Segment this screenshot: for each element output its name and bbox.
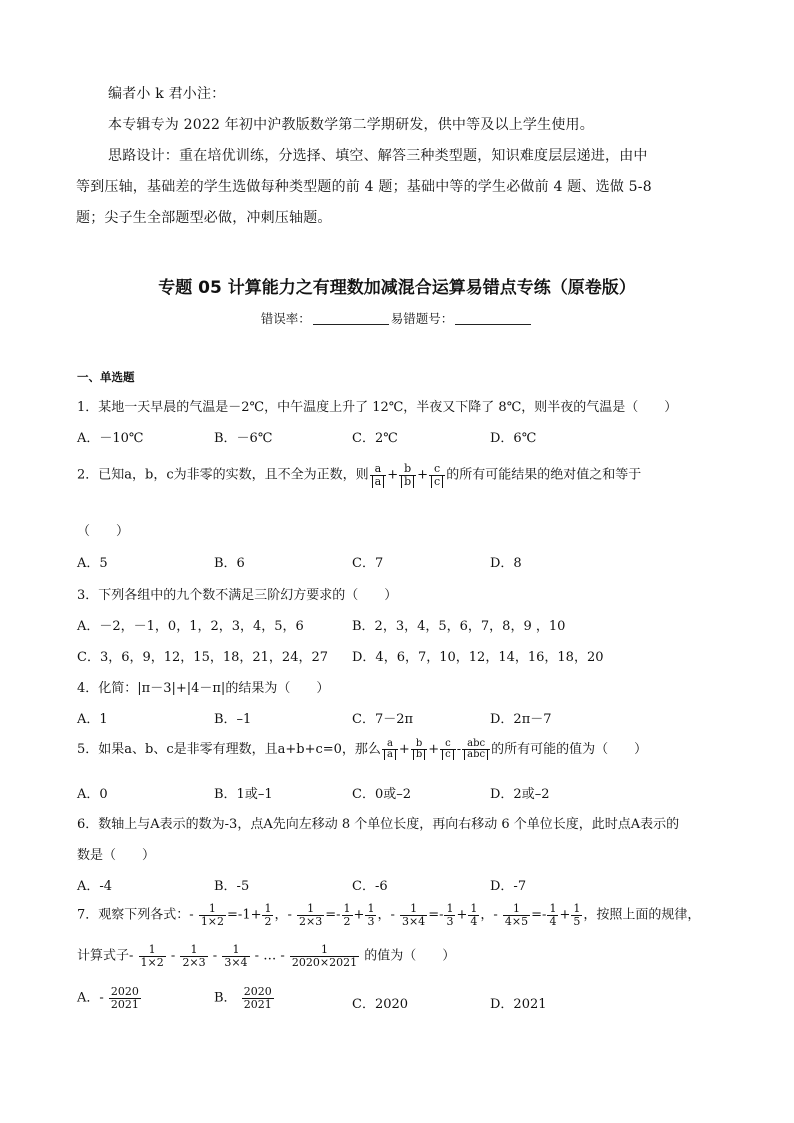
q1-option-d: D．6℃: [490, 431, 537, 446]
error-items-blank: [455, 312, 531, 325]
q7-option-a-fraction: [109, 986, 141, 1010]
q7-expr-term-1: $\frac{1}{1\times 2}$: [140, 943, 164, 969]
q7-term-2: $\frac{1}{2\times 3}$: [299, 902, 323, 928]
intro-line-4: 等到压轴，基础差的学生选做每种类型题的前 4 题；基础中等的学生必做前 4 题、选做 5-8: [76, 179, 652, 195]
error-items-label: 易错题号：: [390, 311, 454, 326]
q7-term-4-a: $\frac{1}{4}$: [549, 902, 557, 928]
q7-term-1: $\frac{1}{1\times 2}$: [200, 902, 225, 928]
q1-option-b: B．－6℃: [214, 431, 273, 446]
q7-expr-term-3: $\frac{1}{3\times 4}$: [224, 943, 248, 969]
q7-term-3-b: $\frac{1}{4}$: [470, 902, 478, 928]
q7-term-4: $\frac{1}{4\times 5}$: [504, 902, 529, 928]
q7-option-a: [77, 986, 142, 1010]
question-6-line-2: 数是（ ）: [77, 848, 156, 863]
q5-fraction-a: $\frac{a}{a}$: [382, 739, 398, 761]
q7-option-b: [214, 986, 275, 1010]
q5-fraction-c: $\frac{c}{c}$: [440, 739, 456, 761]
q2-option-a: A．5: [77, 556, 108, 571]
q5-lead: 5．如果a、b、c是非零有理数，且a+b+c=0，那么: [77, 742, 381, 757]
q7-option-d: D．2021: [490, 997, 547, 1012]
question-7-line-2: 计算式子- $\frac{1}{1\times 2}$ - $\frac{1}{2\times 3}$ - $\frac{1}{3\times 4}$ - … - $\frac{1}{2020\times 2021}$ 的值为（ ）: [77, 943, 456, 969]
q2-fraction-c: $\frac{c}{c}$: [429, 463, 445, 487]
error-rate-label: 错误率：: [260, 311, 311, 326]
q7-option-b-num: 2020: [243, 985, 272, 998]
q7-tail: ，按照上面的规律，: [583, 907, 701, 923]
q7-term-3: $\frac{1}{3\times 4}$: [401, 902, 426, 928]
question-7-line-1: 7．观察下列各式：- $\frac{1}{1\times 2}$ =-1+ $\frac{1}{2}$ ，- $\frac{1}{2\times 3}$ =- $\frac{1}{2}$ + $\frac{1}{3}$ ，- $\frac{1}{3\times 4}$ =- $\frac{1}{3}$ + $\frac{1}{4}$ ，- $\frac{1}{4\times 5}$ =- $\frac{1}{4}$ + $\frac{1}{5}$ ，按照上面的规律，: [77, 902, 701, 928]
q4-option-b: B．–1: [214, 712, 252, 727]
question-3: 3．下列各组中的九个数不满足三阶幻方要求的（ ）: [77, 588, 398, 603]
question-1: 1．某地一天早晨的气温是－2℃，中午温度上升了 12℃，半夜又下降了 8℃，则半夜的气温是（ ）: [77, 400, 678, 415]
q2-tail: 的所有可能结果的绝对值之和等于: [446, 467, 642, 483]
q6-option-a: A．-4: [77, 879, 113, 894]
q4-option-d: D．2π－7: [490, 712, 552, 727]
q2-option-b: B．6: [214, 556, 245, 571]
q7-term-2-a: $\frac{1}{2}$: [343, 902, 351, 928]
question-2: 2．已知a，b，c为非零的实数，且不全为正数，则 $\frac{a}{a}$ + $\frac{b}{b}$ + $\frac{c}{c}$ 的所有可能结果的绝对值之和等于: [77, 462, 642, 488]
q7-term-4-b: $\frac{1}{5}$: [573, 902, 581, 928]
q5-option-d: D．2或–2: [490, 787, 550, 802]
q5-option-c: C．0或–2: [352, 787, 411, 802]
q2-fraction-b: $\frac{b}{b}$: [399, 463, 416, 487]
q7-option-b-label: B．: [214, 990, 237, 1006]
q7-expr-term-2: $\frac{1}{2\times 3}$: [182, 943, 206, 969]
q7-lead: 7．观察下列各式：: [77, 907, 190, 923]
q2-lead: 2．已知a，b，c为非零的实数，且不全为正数，则: [77, 467, 369, 483]
q5-option-b: B．1或–1: [214, 787, 273, 802]
error-rate-blank: [313, 312, 389, 325]
q7-option-a-den: 2021: [110, 997, 139, 1011]
q7-option-c: C．2020: [352, 997, 409, 1012]
q4-option-a: A．1: [77, 712, 108, 727]
q1-option-a: A．－10℃: [77, 431, 144, 446]
q2-option-d: D．8: [490, 556, 522, 571]
q4-option-c: C．7－2π: [352, 712, 414, 727]
q6-option-b: B．-5: [214, 879, 250, 894]
q1-option-c: C．2℃: [352, 431, 398, 446]
q2-fraction-a: $\frac{a}{a}$: [370, 463, 387, 487]
q7-option-a-num: 2020: [110, 985, 139, 998]
q7-line2-tail: 的值为（ ）: [364, 948, 456, 964]
intro-line-5: 题；尖子生全部题型必做，冲刺压轴题。: [76, 210, 332, 226]
q5-fraction-abc: $\frac{\text{abc}}{\text{abc}}$: [462, 739, 490, 761]
q7-option-b-den: 2021: [243, 997, 272, 1011]
q5-option-a: A．0: [77, 787, 108, 802]
q2-paren: （ ）: [77, 524, 130, 539]
question-4: 4．化简：|π－3|+|4－π|的结果为（ ）: [77, 681, 330, 696]
intro-line-1: 编者小 k 君小注：: [108, 86, 226, 102]
q3-option-b: B．2，3，4，5，6，7，8，9 ，10: [352, 619, 566, 634]
q7-option-a-label: A．-: [77, 990, 104, 1006]
q6-option-d: D．-7: [490, 879, 527, 894]
q7-term-3-a: $\frac{1}{3}$: [446, 902, 454, 928]
q7-line2-lead: 计算式子: [77, 948, 130, 964]
q7-term-1-split: $\frac{1}{2}$: [264, 902, 272, 928]
meta-line: [0, 309, 794, 327]
section-heading: 一、单选题: [77, 370, 135, 384]
q2-option-c: C．7: [352, 556, 384, 571]
q3-option-a: A．－2，－1，0，1，2，3，4，5，6: [77, 619, 304, 634]
question-5: 5．如果a、b、c是非零有理数，且a+b+c=0，那么 $\frac{a}{a}$ + $\frac{b}{b}$ + $\frac{c}{c}$ - $\frac{\text{abc}}{\text{abc}}$ 的所有可能的值为（ ）: [77, 737, 648, 760]
document-title: 专题 05 计算能力之有理数加减混合运算易错点专练（原卷版）: [158, 278, 636, 298]
q5-tail: 的所有可能的值为（ ）: [491, 742, 648, 757]
intro-line-2: 本专辑专为 2022 年初中沪教版数学第二学期研发，供中等及以上学生使用。: [108, 117, 594, 133]
q6-option-c: C．-6: [352, 879, 388, 894]
q5-fraction-b: $\frac{b}{b}$: [411, 739, 427, 761]
q7-expr-term-last: $\frac{1}{2020\times 2021}$: [291, 943, 358, 969]
intro-line-3: 思路设计：重在培优训练，分选择、填空、解答三种类型题，知识难度层层递进，由中: [108, 148, 648, 164]
q7-term-2-b: $\frac{1}{3}$: [367, 902, 375, 928]
q7-option-b-fraction: [242, 986, 274, 1010]
question-6-line-1: 6．数轴上与A表示的数为-3，点A先向左移动 8 个单位长度，再向右移动 6 个单位长度，此时点A表示的: [77, 817, 680, 832]
q3-option-d: D．4，6，7，10，12，14，16，18，20: [352, 650, 604, 665]
q3-option-c: C．3，6，9，12，15，18，21，24，27: [77, 650, 329, 665]
